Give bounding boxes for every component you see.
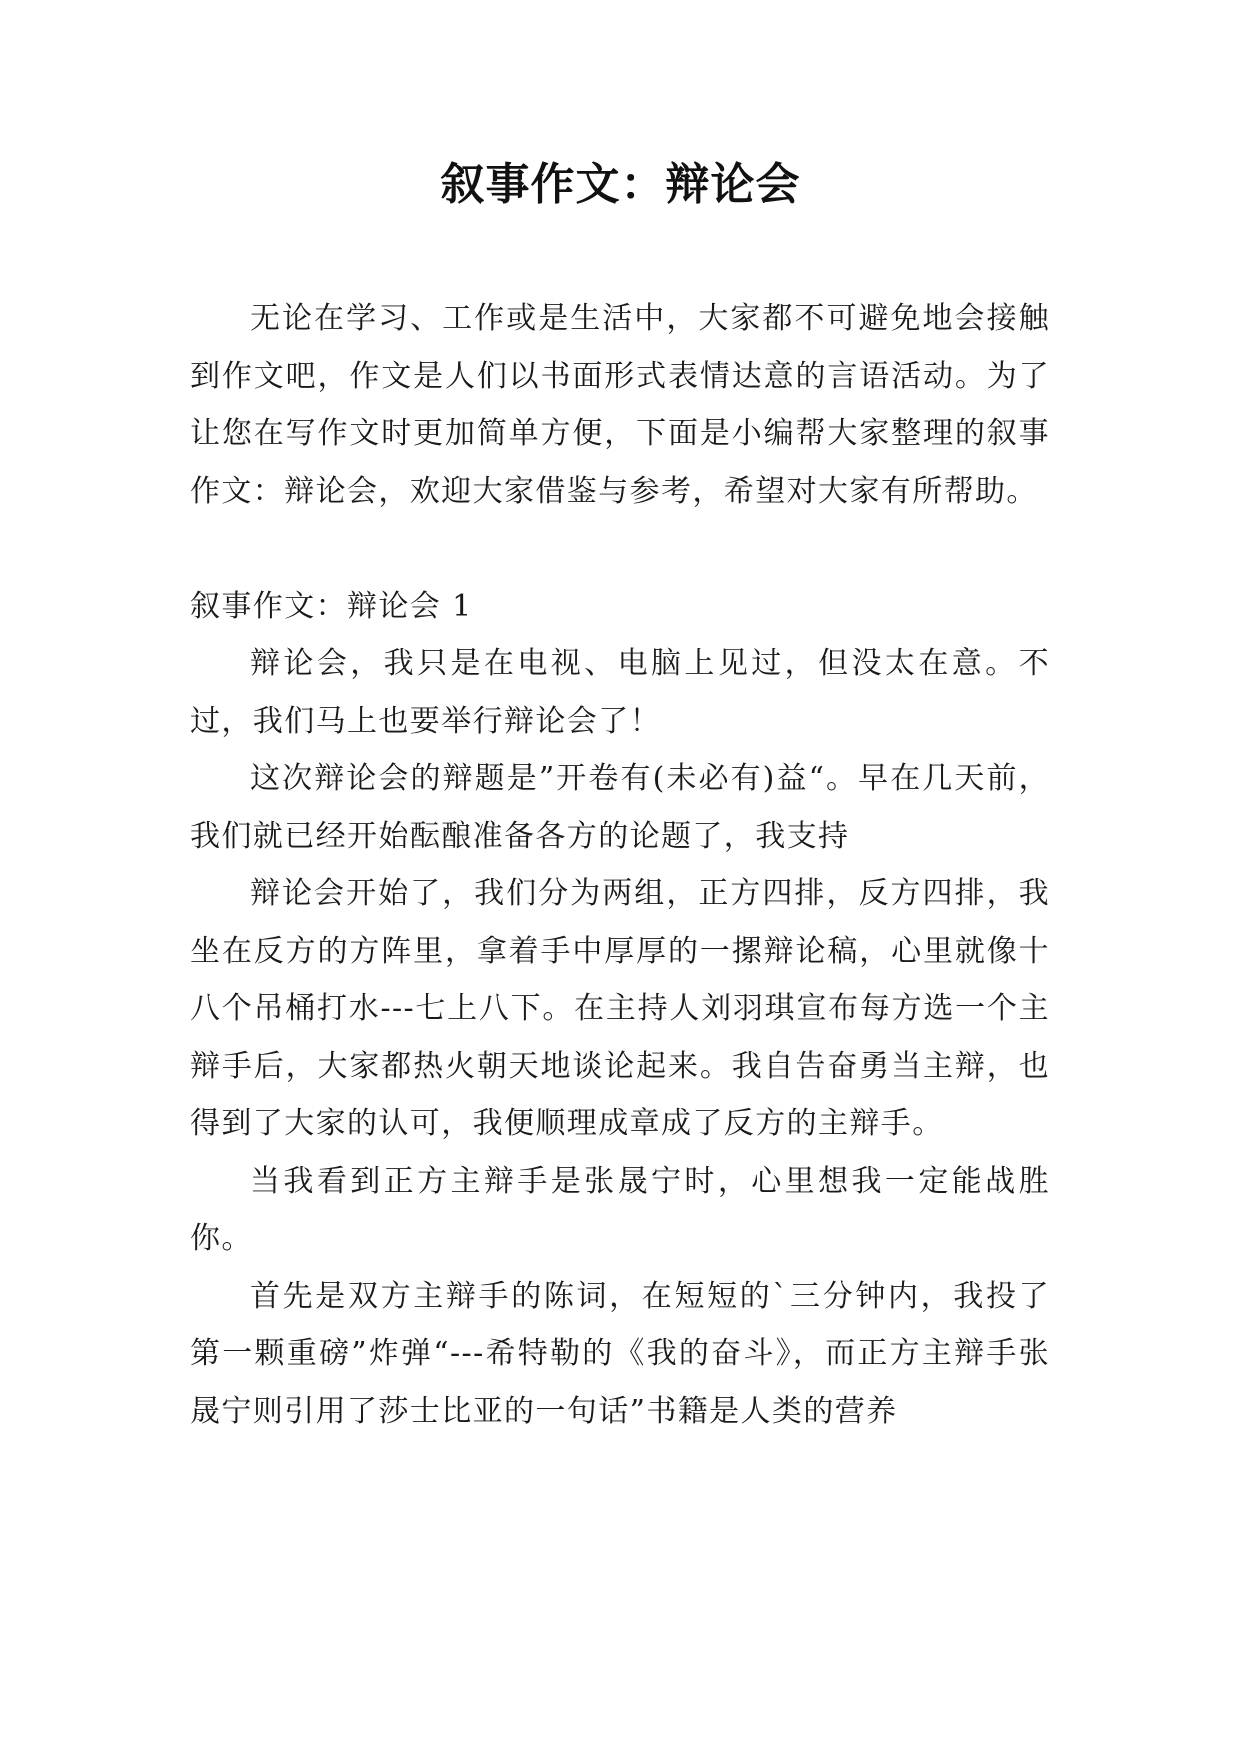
intro-paragraph: 无论在学习、工作或是生活中，大家都不可避免地会接触到作文吧，作文是人们以书面形式表情达意的言语活动。为了让您在写作文时更加简单方便，下面是小编帮大家整理的叙事作文：辩论会，欢迎大家借鉴与参考，希望对大家有所帮助。 [190,301,1050,509]
document-body [190,290,1050,1440]
body-paragraph: 首先是双方主辩手的陈词，在短短的`三分钟内，我投了第一颗重磅”炸弹“---希特勒的《我的奋斗》，而正方主辩手张晟宁则引用了莎士比亚的一句话”书籍是人类的营养 [190,1278,1050,1429]
document-title: 叙事作文：辩论会 [440,159,801,210]
body-paragraph: 这次辩论会的辩题是”开卷有(未必有)益“。早在几天前，我们就已经开始酝酿准备各方的论题了，我支持 [190,761,1050,854]
body-paragraph: 辩论会开始了，我们分为两组，正方四排，反方四排，我坐在反方的方阵里，拿着手中厚厚的一摞辩论稿，心里就像十八个吊桶打水---七上八下。在主持人刘羽琪宣布每方选一个主辩手后，大家都热火朝天地谈论起来。我自告奋勇当主辩，也得到了大家的认可，我便顺理成章成了反方的主辩手。 [190,876,1050,1141]
section-heading: 叙事作文：辩论会 1 [190,588,473,624]
body-paragraph: 当我看到正方主辩手是张晟宁时，心里想我一定能战胜你。 [190,1163,1050,1256]
paragraph-gap [190,520,1050,578]
body-paragraph: 辩论会，我只是在电视、电脑上见过，但没太在意。不过，我们马上也要举行辩论会了！ [190,646,1050,739]
